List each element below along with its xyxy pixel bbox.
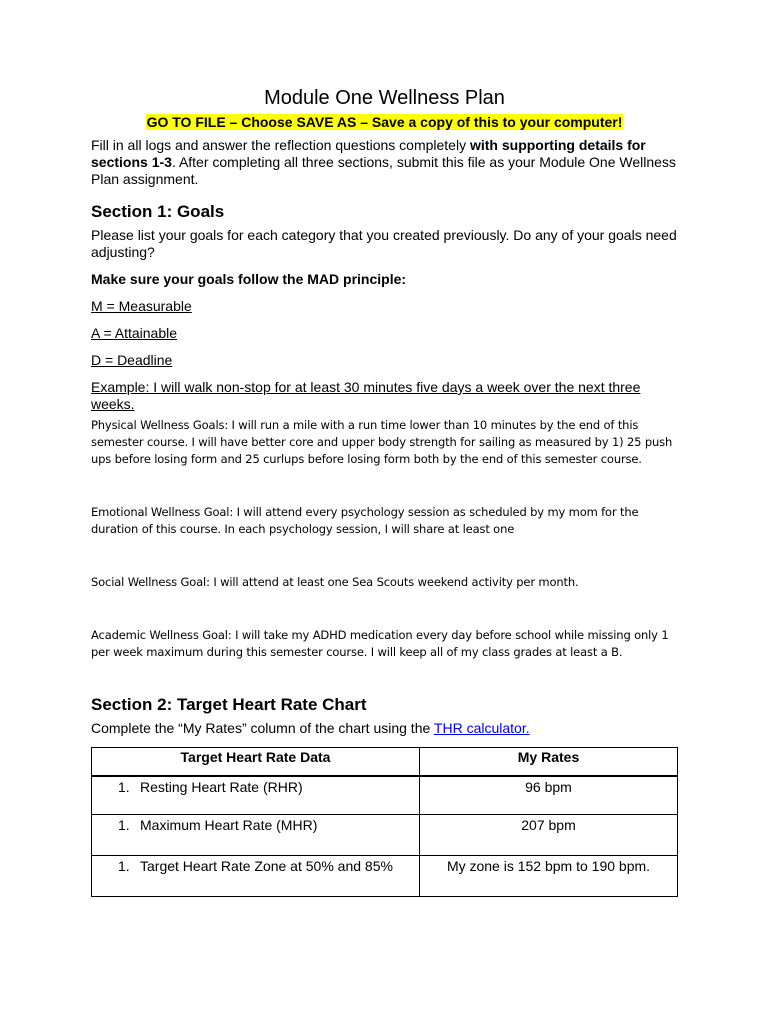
table-cell-label xyxy=(92,776,420,815)
mad-attainable: A = Attainable xyxy=(91,325,178,341)
document-page xyxy=(91,86,678,897)
intro-text-bold: with supporting details for sections 1-3 xyxy=(91,137,646,170)
mad-measurable: M = Measurable xyxy=(91,298,192,314)
section2-instruction xyxy=(91,720,678,737)
section1-heading: Section 1: Goals xyxy=(91,202,225,221)
row-label: Resting Heart Rate (RHR) xyxy=(140,779,303,795)
section1-description: Please list your goals for each category that you created previously. Do any of your goals need adjusting? xyxy=(91,227,677,260)
table-cell-value[interactable]: 207 bpm xyxy=(420,815,678,856)
emotional-wellness-goal: Emotional Wellness Goal: I will attend every psychology session as scheduled by my mom for the duration of this course. In each psychology session, I will share at least one xyxy=(91,505,639,536)
social-wellness-goal: Social Wellness Goal: I will attend at least one Sea Scouts weekend activity per month. xyxy=(91,575,579,589)
heart-rate-table xyxy=(91,747,678,897)
save-banner: GO TO FILE – Choose SAVE AS – Save a copy of this to your computer! xyxy=(146,114,623,130)
row-label: Target Heart Rate Zone at 50% and 85% xyxy=(140,858,393,874)
row-number: 1. xyxy=(118,858,130,874)
row-number: 1. xyxy=(118,779,130,795)
document-title: Module One Wellness Plan xyxy=(264,87,505,109)
mad-principle-heading: Make sure your goals follow the MAD principle: xyxy=(91,271,407,287)
intro-text-b: . After completing all three sections, submit this file as your Module One Wellness Plan assignment. xyxy=(91,154,676,187)
table-header-row xyxy=(92,748,678,777)
save-banner-wrap xyxy=(91,114,678,131)
table-cell-label xyxy=(92,815,420,856)
table-cell-value[interactable]: 96 bpm xyxy=(420,776,678,815)
physical-wellness-goal: Physical Wellness Goals: I will run a mile with a run time lower than 10 minutes by the end of this semester course. I will have better core and upper body strength for sailing as measured by 1) 25 push ups before losing form and 25 curlups before losing form both by the end of this semester course. xyxy=(91,418,673,466)
table-header-my-rates: My Rates xyxy=(420,748,678,777)
row-number: 1. xyxy=(118,817,130,833)
table-row xyxy=(92,856,678,897)
goal-example: Example: I will walk non-stop for at least 30 minutes five days a week over the next three weeks. xyxy=(91,379,641,412)
academic-wellness-goal: Academic Wellness Goal: I will take my ADHD medication every day before school while missing only 1 per week maximum during this semester course. I will keep all of my class grades at least a B. xyxy=(91,628,669,659)
table-row xyxy=(92,815,678,856)
section2-heading: Section 2: Target Heart Rate Chart xyxy=(91,695,367,714)
row-label: Maximum Heart Rate (MHR) xyxy=(140,817,318,833)
table-row xyxy=(92,776,678,815)
intro-text-a: Fill in all logs and answer the reflection questions completely xyxy=(91,137,470,153)
section2-instruction-text: Complete the “My Rates” column of the chart using the xyxy=(91,720,434,736)
table-cell-value[interactable]: My zone is 152 bpm to 190 bpm. xyxy=(420,856,678,897)
mad-deadline: D = Deadline xyxy=(91,352,173,368)
intro-paragraph xyxy=(91,137,678,188)
table-cell-label xyxy=(92,856,420,897)
table-header-data: Target Heart Rate Data xyxy=(92,748,420,777)
thr-calculator-link[interactable]: THR calculator. xyxy=(433,720,530,736)
